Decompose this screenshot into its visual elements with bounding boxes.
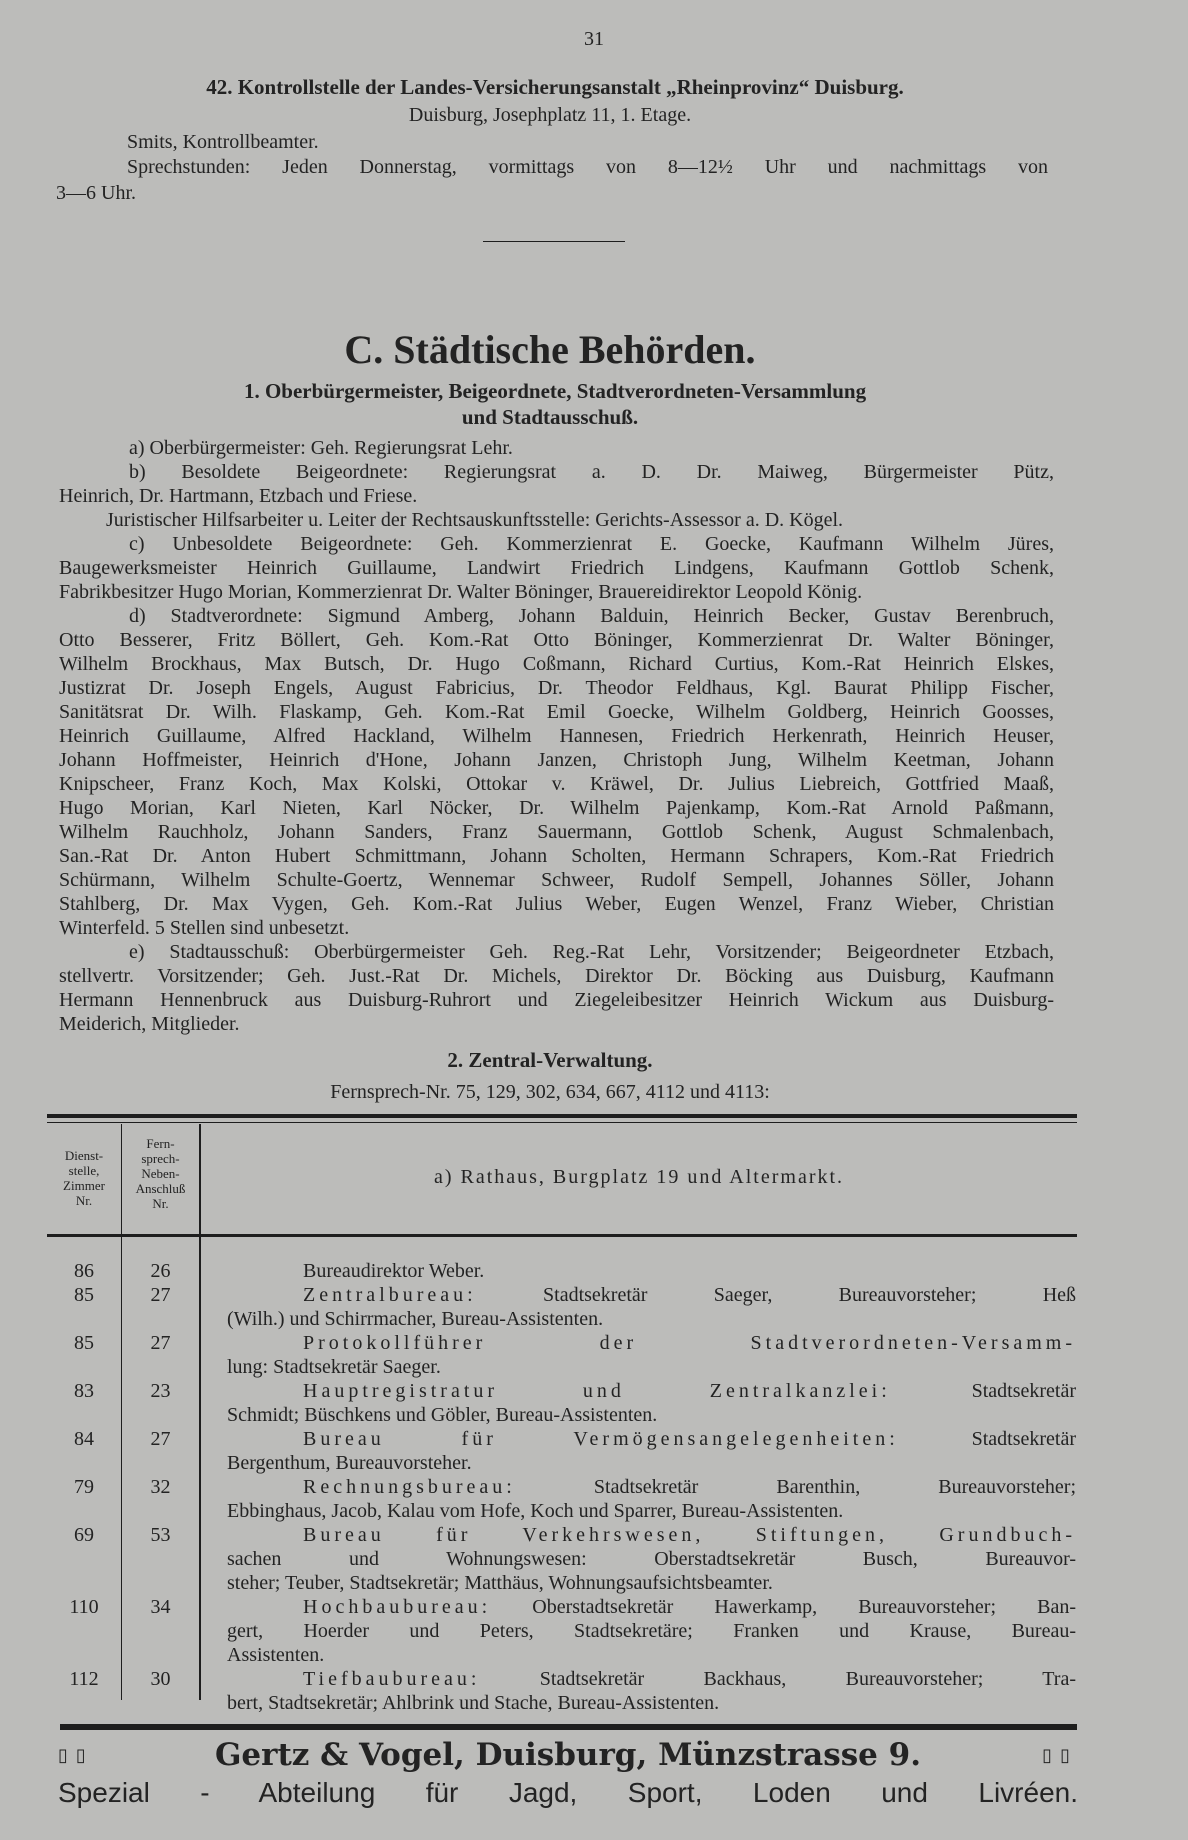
paragraph-line: a) Oberbürgermeister: Geh. Regierungsrat Lehr. xyxy=(129,437,513,459)
advert-line-1: Gertz & Vogel, Duisburg, Münzstrasse 9. xyxy=(214,1737,922,1773)
office-staff-text: Oberstadtsekretär Hawerkamp, Bureauvorsteher; Ban- xyxy=(532,1596,1076,1618)
table-bottom-rule xyxy=(60,1724,1077,1730)
section-42-hours-line-1: Sprechstunden: Jeden Donnerstag, vormittags von 8—12½ Uhr und nachmittags von xyxy=(127,156,1048,178)
paragraph-line: Hermann Hennenbruck aus Duisburg-Ruhrort und Ziegeleibesitzer Heinrich Wickum aus Duisburg- xyxy=(59,989,1054,1011)
office-label: Hauptregistratur und Zentralkanzlei: xyxy=(303,1380,891,1402)
paragraph-line: Otto Besserer, Fritz Böllert, Geh. Kom.-Rat Otto Böninger, Kommerzienrat Dr. Walter Böninger, xyxy=(59,629,1054,651)
section-42-hours-line-2: 3—6 Uhr. xyxy=(56,182,136,204)
phone-extension: 26 xyxy=(150,1260,171,1282)
table-top-thin-rule xyxy=(47,1122,1077,1123)
table-entry-line xyxy=(227,1403,1076,1427)
paragraph-line: Heinrich Guillaume, Alfred Hackland, Wilhelm Hannesen, Friedrich Herkenrath, Heinrich Heuser, xyxy=(59,725,1054,747)
table-location-header: a) Rathaus, Burgplatz 19 und Altermarkt. xyxy=(433,1166,845,1188)
paragraph-line: Justizrat Dr. Joseph Engels, August Fabricius, Dr. Theodor Feldhaus, Kgl. Baurat Philipp Fischer, xyxy=(59,677,1054,699)
phone-extension: 34 xyxy=(150,1596,171,1618)
advert-line-1-row xyxy=(58,1735,1078,1775)
table-entry-line xyxy=(227,1667,1076,1691)
phone-extension: 23 xyxy=(150,1380,171,1402)
paragraph-line: Heinrich, Dr. Hartmann, Etzbach und Friese. xyxy=(59,485,418,507)
header-room-text: Nr. xyxy=(75,1193,93,1208)
phone-extension: 27 xyxy=(150,1332,171,1354)
office-staff-text: Schmidt; Büschkens und Göbler, Bureau-Assistenten. xyxy=(227,1404,658,1426)
paragraph-line: Schürmann, Wilhelm Schulte-Goertz, Wennemar Schweer, Rudolf Sempell, Johannes Söller, Johann xyxy=(59,869,1054,891)
header-room-text: stelle, xyxy=(68,1163,100,1178)
header-phone-text: Neben- xyxy=(141,1166,180,1181)
office-label: Protokollführer der Stadtverordneten-Versamm- xyxy=(303,1332,1076,1354)
header-phone-text: Fern- xyxy=(146,1136,175,1151)
paragraph-line: Hugo Morian, Karl Nieten, Karl Nöcker, Dr. Wilhelm Pajenkamp, Kom.-Rat Arnold Paßmann, xyxy=(59,797,1054,819)
room-number: 85 xyxy=(74,1284,94,1306)
office-staff-text: Stadtsekretär Barenthin, Bureauvorsteher; xyxy=(593,1476,1076,1498)
section-42-heading: 42. Kontrollstelle der Landes-Versicherungsanstalt „Rheinprovinz“ Duisburg. xyxy=(206,75,904,99)
room-number: 84 xyxy=(74,1428,94,1450)
paragraph-line: Sanitätsrat Dr. Wilh. Flaskamp, Geh. Kom.-Rat Emil Goecke, Wilhelm Goldberg, Heinrich Goosses, xyxy=(59,701,1054,723)
room-number: 85 xyxy=(74,1332,94,1354)
table-entry-line xyxy=(227,1331,1076,1355)
paragraph-line: Meiderich, Mitglieder. xyxy=(59,1013,240,1035)
header-phone-text: Anschluß xyxy=(135,1181,186,1196)
table-entry-line xyxy=(227,1523,1076,1547)
table-entry-line xyxy=(227,1595,1076,1619)
table-entry-line xyxy=(227,1571,1076,1595)
table-col-divider-2 xyxy=(199,1124,201,1700)
header-phone-text: Nr. xyxy=(152,1196,169,1211)
paragraph-line: Juristischer Hilfsarbeiter u. Leiter der Rechtsauskunftsstelle: Gerichts-Assessor a. D. Kögel. xyxy=(106,509,844,531)
office-staff-text: Assistenten. xyxy=(227,1644,325,1666)
phone-extension: 53 xyxy=(150,1524,171,1546)
paragraph-line: e) Stadtausschuß: Oberbürgermeister Geh. Reg.-Rat Lehr, Vorsitzender; Beigeordneter Etzbach, xyxy=(129,941,1054,963)
table-entry-line xyxy=(227,1427,1076,1451)
table-top-rule xyxy=(47,1114,1077,1118)
subsection-2-title: 2. Zentral-Verwaltung. xyxy=(447,1048,653,1072)
subsection-1-title-line-2: und Stadtausschuß. xyxy=(461,405,639,429)
square-ornament-icon: ▯▯ xyxy=(58,1744,94,1765)
paragraph-line: Wilhelm Rauchholz, Johann Sanders, Franz Sauermann, Gottlob Schenk, August Schmalenbach, xyxy=(59,821,1054,843)
office-label: Bureau für Vermögensangelegenheiten: xyxy=(303,1428,899,1450)
table-entry-line xyxy=(227,1475,1076,1499)
room-number: 79 xyxy=(74,1476,94,1498)
phone-extension: 30 xyxy=(150,1668,171,1690)
table-header-rule xyxy=(47,1234,1077,1237)
table-entry-line xyxy=(227,1499,1076,1523)
paragraph-line: b) Besoldete Beigeordnete: Regierungsrat a. D. Dr. Maiweg, Bürgermeister Pütz, xyxy=(129,461,1054,483)
office-label: Zentralbureau: xyxy=(303,1284,477,1306)
paragraph-line: c) Unbesoldete Beigeordnete: Geh. Kommerzienrat E. Goecke, Kaufmann Wilhelm Jüres, xyxy=(129,533,1054,555)
office-staff-text: Bureaudirektor Weber. xyxy=(303,1260,485,1282)
section-42-address: Duisburg, Josephplatz 11, 1. Etage. xyxy=(408,104,692,126)
body-paragraphs xyxy=(59,436,1054,1036)
room-number: 112 xyxy=(69,1668,99,1690)
section-42-official: Smits, Kontrollbeamter. xyxy=(127,131,319,153)
table-entry-line xyxy=(227,1259,1076,1283)
paragraph-line: Johann Hoffmeister, Heinrich d'Hone, Johann Janzen, Christoph Jung, Wilhelm Keetman, Johann xyxy=(59,749,1054,771)
table-entry-line xyxy=(227,1451,1076,1475)
page-number: 31 xyxy=(584,28,604,50)
table-entry-line xyxy=(227,1307,1076,1331)
paragraph-line: Knipscheer, Franz Koch, Max Kolski, Ottokar v. Kräwel, Dr. Julius Liebreich, Gottfried Maaß, xyxy=(59,773,1054,795)
table-entry-line xyxy=(227,1547,1076,1571)
office-staff-text: Stadtsekretär Saeger, Bureauvorsteher; Heß xyxy=(543,1284,1077,1306)
table-entry-line xyxy=(227,1619,1076,1643)
phone-extension: 32 xyxy=(150,1476,171,1498)
room-number: 86 xyxy=(74,1260,94,1282)
paragraph-line: Stahlberg, Dr. Max Vygen, Geh. Kom.-Rat Julius Weber, Eugen Wenzel, Franz Wieber, Christian xyxy=(59,893,1054,915)
header-phone-text: sprech- xyxy=(141,1151,180,1166)
table-entry-line xyxy=(227,1691,1076,1715)
office-label: Hochbaubureau: xyxy=(303,1596,492,1618)
office-staff-text: (Wilh.) und Schirrmacher, Bureau-Assistenten. xyxy=(227,1308,604,1330)
table-entry-line xyxy=(227,1283,1076,1307)
paragraph-line: d) Stadtverordnete: Sigmund Amberg, Johann Balduin, Heinrich Becker, Gustav Berenbruch, xyxy=(129,605,1054,627)
table-entry-line xyxy=(227,1379,1076,1403)
paragraph-line: Wilhelm Brockhaus, Max Butsch, Dr. Hugo Coßmann, Richard Curtius, Kom.-Rat Heinrich Elskes, xyxy=(59,653,1054,675)
table-entry-line xyxy=(227,1643,1076,1667)
paragraph-line: San.-Rat Dr. Anton Hubert Schmittmann, Johann Scholten, Hermann Schrapers, Kom.-Rat Friedrich xyxy=(59,845,1054,867)
paragraph-line: Baugewerksmeister Heinrich Guillaume, Landwirt Friedrich Lindgens, Kaufmann Gottlob Schenk, xyxy=(59,557,1054,579)
paragraph-line: Winterfeld. 5 Stellen sind unbesetzt. xyxy=(59,917,350,939)
phone-extension: 27 xyxy=(150,1284,171,1306)
office-label: Tiefbaubureau: xyxy=(303,1668,481,1690)
office-staff-text: Stadtsekretär xyxy=(971,1428,1077,1450)
paragraph-line: stellvertr. Vorsitzender; Geh. Just.-Rat Dr. Michels, Direktor Dr. Böcking aus Duisburg, Kaufmann xyxy=(59,965,1054,987)
header-room-text: Dienst- xyxy=(64,1148,104,1163)
office-staff-text: Ebbinghaus, Jacob, Kalau vom Hofe, Koch und Sparrer, Bureau-Assistenten. xyxy=(227,1500,844,1522)
office-label: Bureau für Verkehrswesen, Stiftungen, Grundbuch- xyxy=(303,1524,1076,1546)
paragraph-line: Fabrikbesitzer Hugo Morian, Kommerzienrat Dr. Walter Böninger, Brauereidirektor Leopold König. xyxy=(59,581,863,603)
advert xyxy=(58,1735,1078,1811)
square-ornament-icon: ▯▯ xyxy=(1042,1744,1078,1765)
header-phone xyxy=(122,1136,199,1211)
office-staff-text: Bergenthum, Bureauvorsteher. xyxy=(227,1452,472,1474)
office-staff-text: steher; Teuber, Stadtsekretär; Matthäus, Wohnungsaufsichtsbeamter. xyxy=(227,1572,773,1594)
office-staff-text: bert, Stadtsekretär; Ahlbrink und Stache, Bureau-Assistenten. xyxy=(227,1692,720,1714)
header-room xyxy=(47,1148,121,1208)
office-staff-text: Stadtsekretär Backhaus, Bureauvorsteher; Tra- xyxy=(539,1668,1077,1690)
section-c-title: C. Städtische Behörden. xyxy=(344,327,756,372)
office-staff-text: lung: Stadtsekretär Saeger. xyxy=(227,1356,441,1378)
office-staff-text: sachen und Wohnungswesen: Oberstadtsekretär Busch, Bureauvor- xyxy=(227,1548,1076,1570)
phone-extension: 27 xyxy=(150,1428,171,1450)
office-label: Rechnungsbureau: xyxy=(303,1476,516,1498)
advert-line-2: Spezial - Abteilung für Jagd, Sport, Loden und Livréen. xyxy=(58,1777,1078,1808)
section-divider xyxy=(483,241,625,242)
table-entry-line xyxy=(227,1355,1076,1379)
room-number: 83 xyxy=(74,1380,94,1402)
subsection-1-title-line-1: 1. Oberbürgermeister, Beigeordnete, Stadtverordneten-Versammlung xyxy=(243,379,867,403)
office-staff-text: gert, Hoerder und Peters, Stadtsekretäre; Franken und Krause, Bureau- xyxy=(227,1620,1076,1642)
room-number: 69 xyxy=(74,1524,94,1546)
room-number: 110 xyxy=(69,1596,99,1618)
header-room-text: Zimmer xyxy=(63,1178,105,1193)
office-staff-text: Stadtsekretär xyxy=(971,1380,1076,1402)
phone-numbers: Fernsprech-Nr. 75, 129, 302, 634, 667, 4112 und 4113: xyxy=(330,1081,770,1103)
